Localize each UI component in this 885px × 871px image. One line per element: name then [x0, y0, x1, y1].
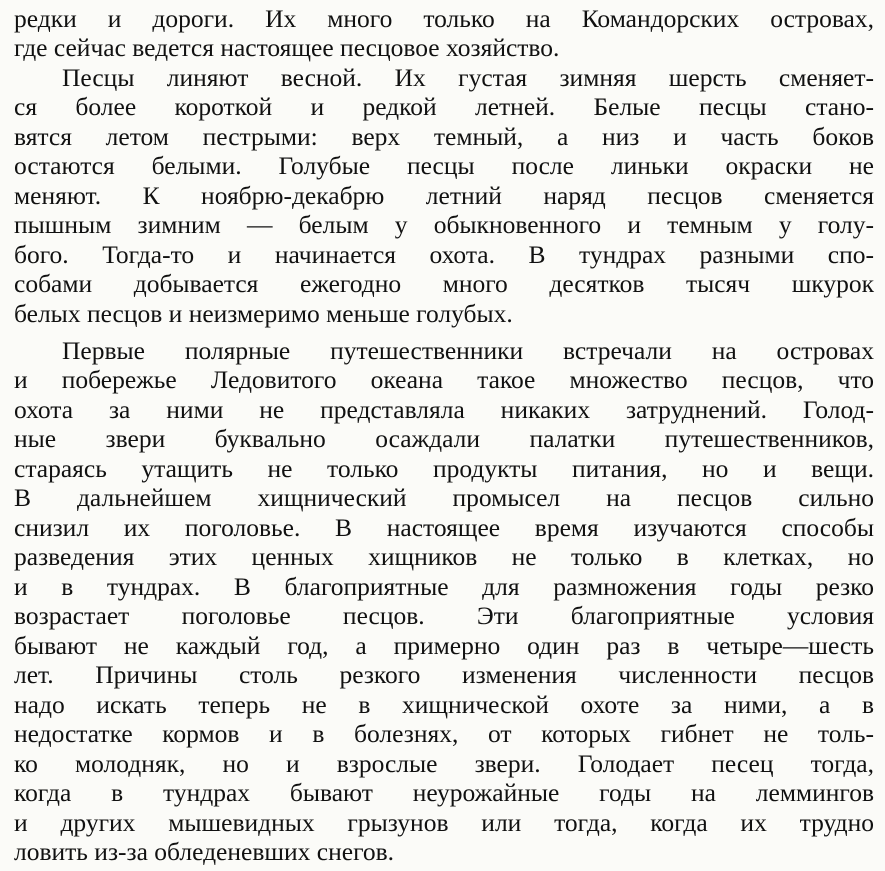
- text-line: бого. Тогда-то и начинается охота. В тундрах разными спо-: [14, 240, 874, 269]
- text-line: Первые полярные путешественники встречали на островах: [62, 336, 874, 365]
- text-line: лет. Причины столь резкого изменения численности песцов: [14, 660, 874, 689]
- text-line: возрастает поголовье песцов. Эти благоприятные условия: [14, 601, 874, 630]
- text-line: недостатке кормов и в болезнях, от которых гибнет не толь-: [14, 719, 874, 748]
- text-line: редки и дороги. Их много только на Командорских островах,: [14, 4, 874, 33]
- text-line: ловить из-за обледеневших снегов.: [14, 837, 395, 866]
- text-line: бывают не каждый год, а примерно один раз в четыре—шесть: [14, 631, 874, 660]
- text-line: ные звери буквально осаждали палатки путешественников,: [14, 424, 874, 453]
- text-line: ко молодняк, но и взрослые звери. Голодает песец тогда,: [14, 749, 874, 778]
- text-line: когда в тундрах бывают неурожайные годы на леммингов: [14, 778, 874, 807]
- text-line: разведения этих ценных хищников не только в клетках, но: [14, 542, 874, 571]
- text-line: В дальнейшем хищнический промысел на песцов сильно: [14, 483, 874, 512]
- text-line: ся более короткой и редкой летней. Белые песцы стано-: [14, 92, 874, 121]
- text-line: белых песцов и неизмеримо меньше голубых.: [14, 299, 513, 328]
- text-line: остаются белыми. Голубые песцы после линьки окраски не: [14, 151, 874, 180]
- text-line: и в тундрах. В благоприятные для размножения годы резко: [14, 572, 874, 601]
- text-line: Песцы линяют весной. Их густая зимняя шерсть сменяет-: [62, 63, 874, 92]
- text-line: вятся летом пестрыми: верх темный, а низ и часть боков: [14, 122, 874, 151]
- text-line: собами добывается ежегодно много десятков тысяч шкурок: [14, 269, 874, 298]
- text-line: где сейчас ведется настоящее песцовое хозяйство.: [14, 33, 560, 62]
- text-line: меняют. К ноябрю-декабрю летний наряд песцов сменяется: [14, 181, 874, 210]
- text-line: и побережье Ледовитого океана такое множество песцов, что: [14, 365, 874, 394]
- text-line: пышным зимним — белым у обыкновенного и темным у голу-: [14, 210, 874, 239]
- text-line: стараясь утащить не только продукты питания, но и вещи.: [14, 454, 874, 483]
- text-line: охота за ними не представляла никаких затруднений. Голод-: [14, 395, 874, 424]
- text-line: и других мышевидных грызунов или тогда, когда их трудно: [14, 808, 874, 837]
- text-line: снизил их поголовье. В настоящее время изучаются способы: [14, 513, 874, 542]
- text-line: надо искать теперь не в хищнической охоте за ними, а в: [14, 690, 874, 719]
